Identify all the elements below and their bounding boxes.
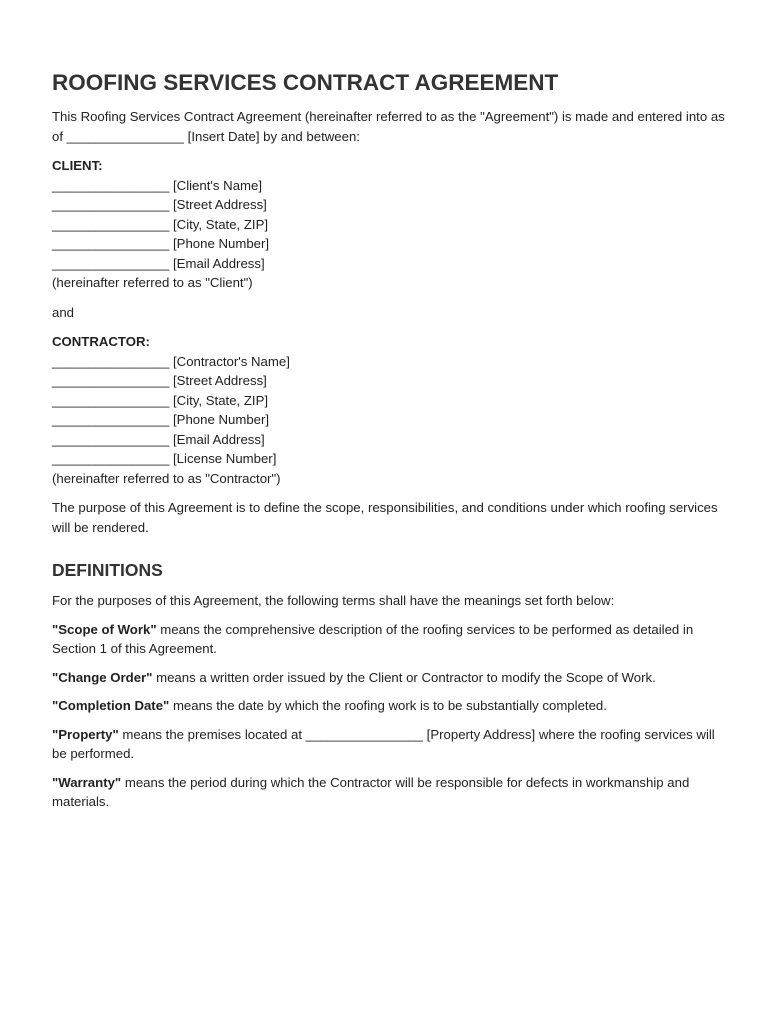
contractor-reference-line: (hereinafter referred to as "Contractor") [52,470,281,486]
definition-scope-of-work [52,620,730,659]
contractor-email-line: ________________ [Email Address] [52,431,265,447]
contractor-name-line: ________________ [Contractor's Name] [52,353,290,369]
definitions-heading: DEFINITIONS [52,560,163,580]
client-email-line: ________________ [Email Address] [52,255,265,271]
definition-text: means the comprehensive description of the roofing services to be performed as detailed in Section 1 of this Agreement. [52,621,694,656]
client-name-line: ________________ [Client's Name] [52,177,263,193]
intro-paragraph: This Roofing Services Contract Agreement (hereinafter referred to as the "Agreement") is made and entered into as of ________________ [Insert Date] by and between: [52,109,725,144]
definition-term: "Scope of Work" [52,621,157,637]
client-city-line: ________________ [City, State, ZIP] [52,216,269,232]
purpose-paragraph: The purpose of this Agreement is to define the scope, responsibilities, and conditions under which roofing services will be rendered. [52,500,718,535]
definitions-intro: For the purposes of this Agreement, the following terms shall have the meanings set forth below: [52,593,615,608]
definition-warranty [52,773,730,812]
definition-change-order [52,668,730,688]
client-street-line: ________________ [Street Address] [52,197,267,212]
document-title: ROOFING SERVICES CONTRACT AGREEMENT [52,70,559,95]
definition-text: means the period during which the Contractor will be responsible for defects in workmanship and materials. [52,774,690,809]
definition-text: means a written order issued by the Client or Contractor to modify the Scope of Work. [152,669,656,685]
definition-property [52,725,730,764]
contractor-block [52,332,730,488]
definition-text: means the premises located at ________________ [Property Address] where the roofing services will be performed. [52,726,715,761]
definition-term: "Completion Date" [52,698,170,713]
and-text: and [52,304,75,320]
contractor-city-line: ________________ [City, State, ZIP] [52,392,269,408]
client-phone-line: ________________ [Phone Number] [52,236,270,251]
client-heading: CLIENT: [52,158,103,173]
contractor-phone-line: ________________ [Phone Number] [52,412,270,427]
client-reference-line: (hereinafter referred to as "Client") [52,275,253,290]
definition-term: "Property" [52,726,119,742]
contractor-street-line: ________________ [Street Address] [52,373,267,388]
definition-completion-date [52,696,730,716]
contractor-heading: CONTRACTOR: [52,334,150,349]
definition-text: means the date by which the roofing work is to be substantially completed. [169,698,607,713]
client-block [52,156,730,293]
contractor-license-line: ________________ [License Number] [52,451,277,466]
definition-term: "Change Order" [52,669,153,685]
definition-term: "Warranty" [52,774,122,790]
